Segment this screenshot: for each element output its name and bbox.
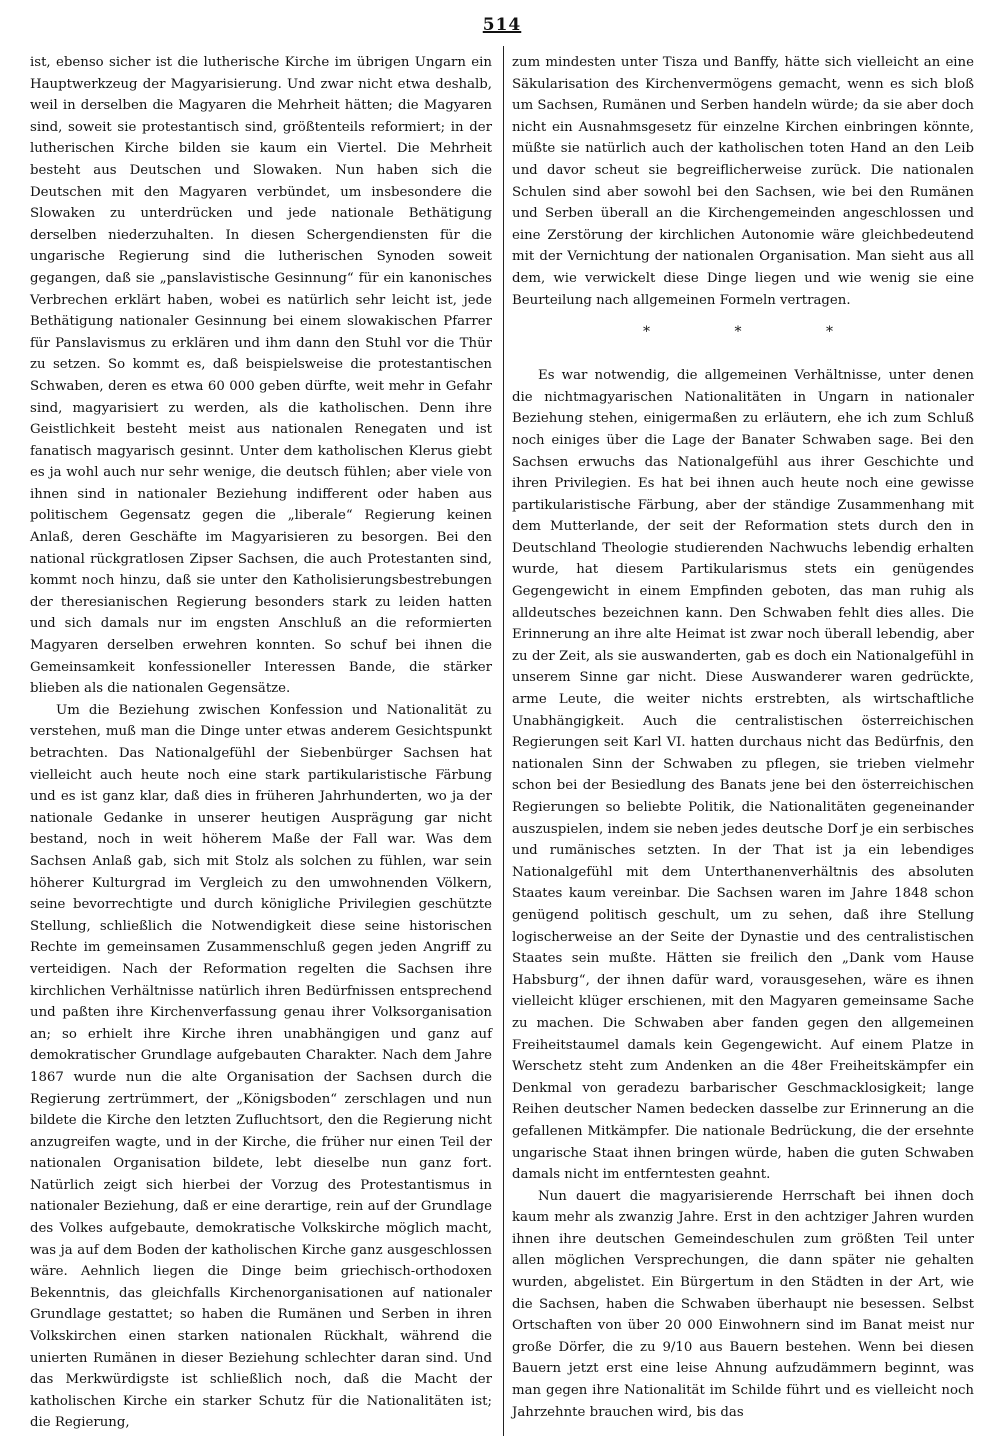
right-paragraph-3: Nun dauert die magyarisierende Herrschaft bei ihnen doch kaum mehr als zwanzig Jahre. Erst in den achtziger Jahren wurden ihnen ihre deutschen Gemeindeschulen zum größten Teil unter allen möglichen Versprechungen, die dann später nie gehalten wurden, abgelistet. Ein Bürgertum in den Städten in der Art, wie die Sachsen, haben die Schwaben überhaupt nie besessen. Selbst Ortschaften von über 20 000 Einwohnern sind im Banat meist nur große Dörfer, die zu 9/10 aus Bauern bestehen. Wenn bei diesen Bauern jetzt erst eine leise Ahnung aufzudämmern beginnt, was man gegen ihre Nationalität im Schilde führt und es vielleicht noch Jahrzehnte brauchen wird, bis das: [512, 1188, 974, 1420]
right-column: [512, 52, 974, 1434]
left-paragraph-1: ist, ebenso sicher ist die lutherische Kirche im übrigen Ungarn ein Hauptwerkzeug der Magyarisierung. Und zwar nicht etwa deshalb, weil in derselben die Magyaren die Mehrheit hätten; die Magyaren sind, soweit sie protestantisch sind, größtenteils reformiert; in der lutherischen Kirche bilden sie kaum ein Viertel. Die Mehrheit besteht aus Deutschen und Slowaken. Nun haben sich die Deutschen mit den Magyaren verbündet, um insbesondere die Slowaken zu unterdrücken und jede nationale Bethätigung derselben niederzuhalten. In diesen Schergendiensten für die ungarische Regierung sind die lutherischen Synoden soweit gegangen, daß sie „panslavistische Gesinnung“ für ein kanonisches Verbrechen erklärt haben, wobei es natürlich sehr leicht ist, jede Bethätigung nationaler Gesinnung bei einem slowakischen Pfarrer für Panslavismus zu erklären und ihm dann den Stuhl vor die Thür zu setzen. So kommt es, daß beispielsweise die protestantischen Schwaben, deren es etwa 60 000 geben dürfte, weit mehr in Gefahr sind, magyarisiert zu werden, als die katholischen. Denn ihre Geistlichkeit besteht meist aus nationalen Renegaten und ist fanatisch magyarisch gesinnt. Unter dem katholischen Klerus giebt es ja wohl auch nur sehr wenige, die deutsch fühlen; aber viele von ihnen sind in nationaler Beziehung indifferent oder haben aus politischem Gegensatz gegen die „liberale“ Regierung keinen Anlaß, deren Geschäfte im Magyarisieren zu besorgen. Bei den national rückgratlosen Zipser Sachsen, die auch Protestanten sind, kommt noch hinzu, daß sie unter den Katholisierungsbestrebungen der theresianischen Regierung besonders stark zu leiden hatten und sich damals nur im engsten Anschluß an die reformierten Magyaren derselben erwehren konnten. So schuf bei ihnen die Gemeinsamkeit konfessioneller Interessen Bande, die stärker blieben als die nationalen Gegensätze.: [30, 55, 492, 697]
section-separator: * * *: [643, 324, 873, 341]
page-number: 514: [482, 15, 522, 35]
left-column: [30, 52, 492, 1434]
text-columns: [30, 52, 974, 1434]
column-divider: [503, 46, 504, 1436]
right-paragraph-2: Es war notwendig, die allgemeinen Verhältnisse, unter denen die nichtmagyarischen Nationalitäten in Ungarn in nationaler Beziehung stehen, einigermaßen zu erläutern, ehe ich zum Schluß noch einiges über die Lage der Banater Schwaben sage. Bei den Sachsen erwuchs das Nationalgefühl aus ihrer Geschichte und ihren Privilegien. Es hat bei ihnen auch heute noch eine gewisse partikularistische Färbung, aber der ständige Zusammenhang mit dem Mutterlande, der seit der Reformation stets durch den in Deutschland Theologie studierenden Nachwuchs lebendig erhalten wurde, hat diesem Partikularismus stets ein genügendes Gegengewicht in einem Empfinden geboten, das man ruhig als alldeutsches bezeichnen kann. Den Schwaben fehlt dies alles. Die Erinnerung an ihre alte Heimat ist zwar noch überall lebendig, aber zu der Zeit, als sie auswanderten, gab es doch ein Nationalgefühl in unserem Sinne gar nicht. Diese Auswanderer waren gedrückte, arme Leute, die weiter nichts erstrebten, als wirtschaftliche Unabhängigkeit. Auch die centralistischen österreichischen Regierungen seit Karl VI. hatten durchaus nicht das Bedürfnis, den nationalen Sinn der Schwaben zu pflegen, sie trieben vielmehr schon bei der Besiedlung des Banats jene bei den österreichischen Regierungen so beliebte Politik, die Nationalitäten gegeneinander auszuspielen, indem sie neben jedes deutsche Dorf je ein serbisches und rumänisches setzten. In der That ist ja ein lebendiges Nationalgefühl mit dem Unterthanenverhältnis des absoluten Staates kaum vereinbar. Die Sachsen waren im Jahre 1848 schon genügend politisch geschult, um zu sehen, daß ihre Stellung logischerweise an der Seite der Dynastie und des centralistischen Staates sein mußte. Hätten sie freilich den „Dank vom Hause Habsburg“, der ihnen dafür ward, vorausgesehen, wäre es ihnen vielleicht klüger erschienen, mit den Magyaren gemeinsame Sache zu machen. Die Schwaben aber fanden gegen den allgemeinen Freiheitstaumel damals kein Gegengewicht. Auf einem Platze in Werschetz steht zum Andenken an die 48er Freiheitskämpfer ein Denkmal von geradezu barbarischer Geschmacklosigkeit; lange Reihen deutscher Namen bedecken dasselbe zur Erinnerung an die gefallenen Mitkämpfer. Die nationale Bedrückung, die der ersehnte ungarische Staat ihnen bringen würde, haben die guten Schwaben damals nicht im entferntesten geahnt.: [512, 368, 974, 1183]
right-paragraph-1: zum mindesten unter Tisza und Banffy, hätte sich vielleicht an eine Säkularisation des Kirchenvermögens gemacht, wenn es sich bloß um Sachsen, Rumänen und Serben handeln würde; da sie aber doch nicht ein Ausnahmsgesetz für einzelne Kirchen einbringen könnte, müßte sie natürlich auch der katholischen toten Hand an den Leib und davor scheut sie begreiflicherweise zurück. Die nationalen Schulen sind aber sowohl bei den Sachsen, wie bei den Rumänen und Serben überall an die Kirchengemeinden angeschlossen und eine Zerstörung der kirchlichen Autonomie wäre gleichbedeutend mit der Vernichtung der nationalen Organisation. Man sieht aus all dem, wie verwickelt diese Dinge liegen und wie wenig sie eine Beurteilung nach allgemeinen Formeln vertragen.: [512, 55, 974, 308]
left-paragraph-2: Um die Beziehung zwischen Konfession und Nationalität zu verstehen, muß man die Dinge unter etwas anderem Gesichtspunkt betrachten. Das Nationalgefühl der Siebenbürger Sachsen hat vielleicht auch heute noch eine stark partikularistische Färbung und es ist ganz klar, daß dies in früheren Jahrhunderten, wo ja der nationale Gedanke in unserer heutigen Ausprägung gar nicht bestand, noch in weit höherem Maße der Fall war. Was dem Sachsen Anlaß gab, sich mit Stolz als solchen zu fühlen, war sein höherer Kulturgrad im Vergleich zu den umwohnenden Völkern, seine bevorrechtigte und durch königliche Privilegien geschützte Stellung, schließlich die Notwendigkeit diese seine historischen Rechte im gemeinsamen Zusammenschluß gegen jeden Angriff zu verteidigen. Nach der Reformation regelten die Sachsen ihre kirchlichen Verhältnisse natürlich ihren Bedürfnissen entsprechend und paßten ihre Kirchenverfassung genau ihrer Volksorganisation an; so erhielt ihre Kirche ihren unabhängigen und ganz auf demokratischer Grundlage aufgebauten Charakter. Nach dem Jahre 1867 wurde nun die alte Organisation der Sachsen durch die Regierung zertrümmert, der „Königsboden“ zerschlagen und nun bildete die Kirche den letzten Zufluchtsort, den die Regierung nicht anzugreifen wagte, und in der Kirche, die früher nur einen Teil der nationalen Organisation bildete, lebt dieselbe nun ganz fort. Natürlich zeigt sich hierbei der Vorzug des Protestantismus in nationaler Beziehung, daß er eine derartige, rein auf der Grundlage des Volkes aufgebaute, demokratische Volkskirche möglich macht, was ja auf dem Boden der katholischen Kirche ganz ausgeschlossen wäre. Aehnlich liegen die Dinge beim griechisch-orthodoxen Bekenntnis, das gleichfalls Kirchenorganisationen auf nationaler Grundlage gestattet; so haben die Rumänen und Serben in ihren Volkskirchen einen starken nationalen Rückhalt, während die unierten Rumänen in dieser Beziehung schlechter daran sind. Und das Merkwürdigste ist schließlich noch, daß die Macht der katholischen Kirche ein starker Schutz für die Nationalitäten ist; die Regierung,: [30, 702, 492, 1431]
